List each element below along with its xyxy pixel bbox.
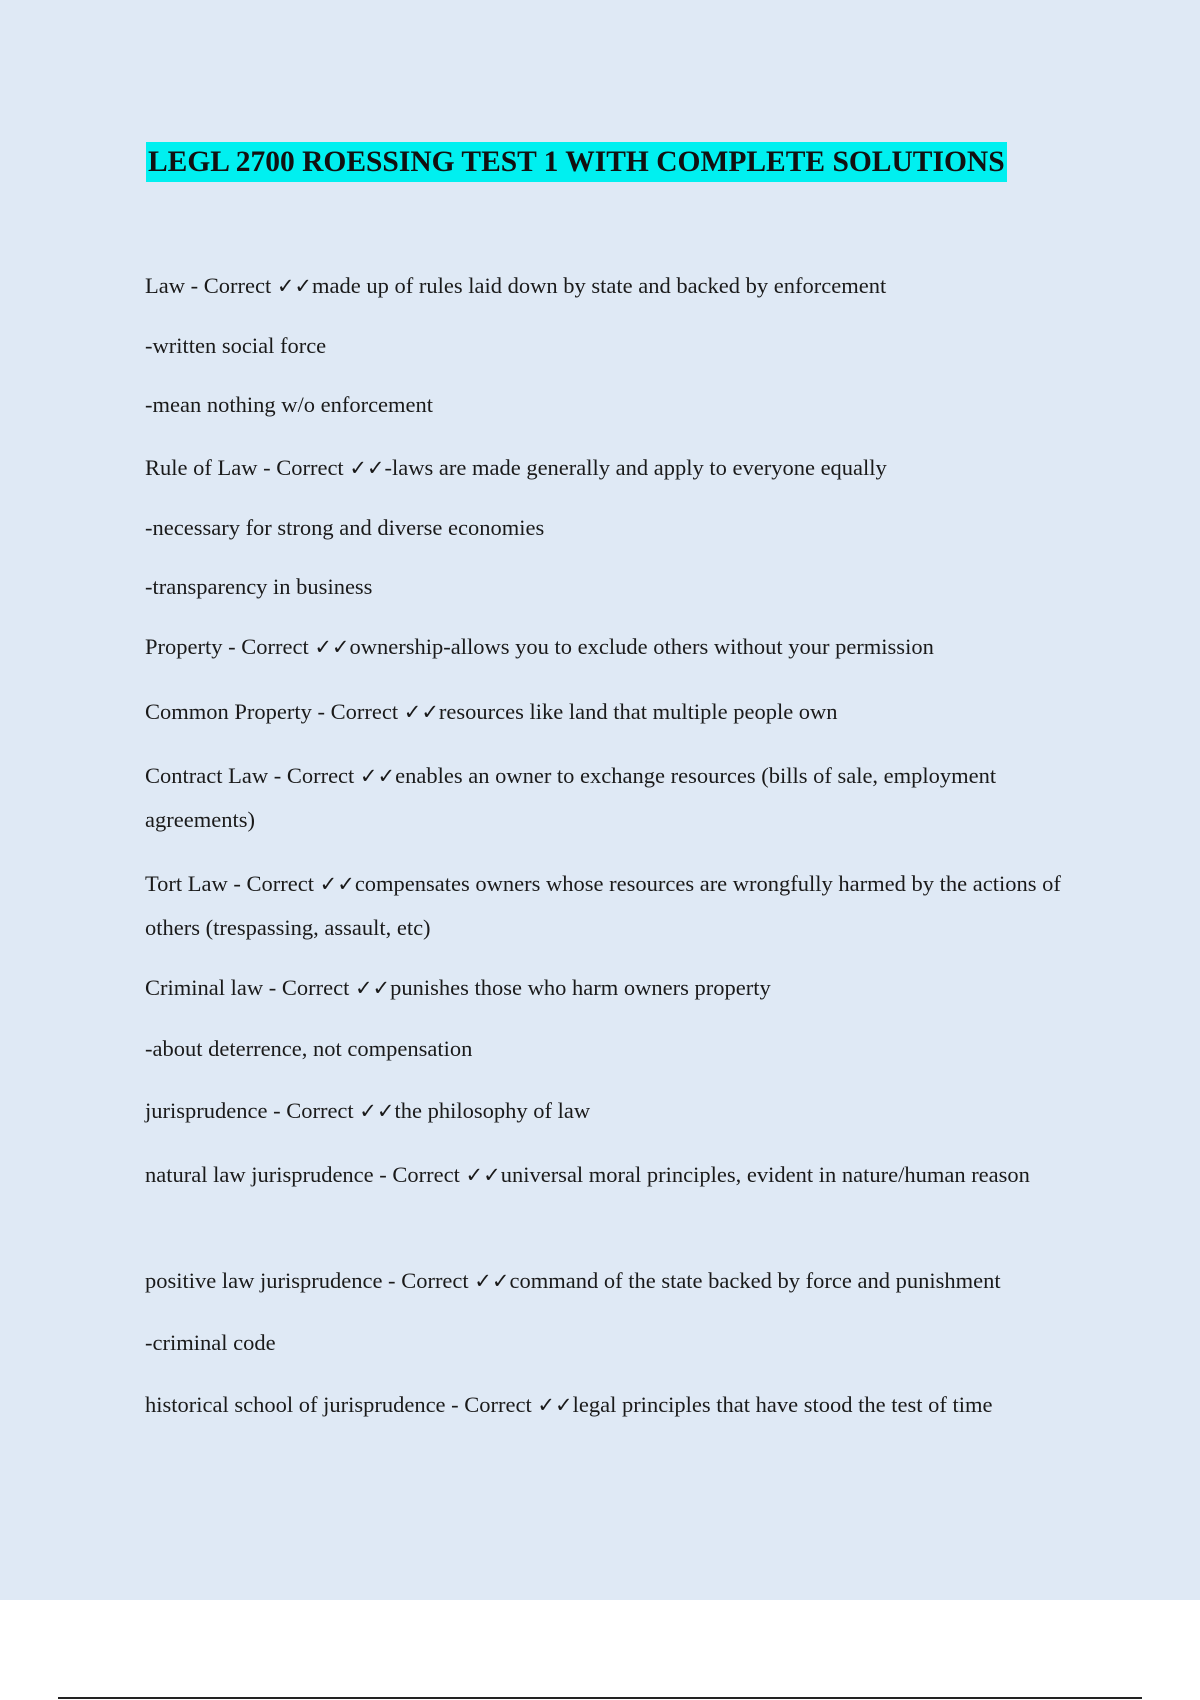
entry-term: Contract Law - [145, 763, 287, 788]
check-mark-icon: ✓✓ [359, 1099, 395, 1123]
entry-law [145, 264, 1075, 308]
entry-correct-label: Correct [276, 455, 350, 480]
check-mark-icon: ✓✓ [359, 764, 396, 788]
entry-note [145, 506, 1075, 550]
entry-answer: resources like land that multiple people own [438, 699, 838, 724]
entry-note [145, 1027, 1075, 1071]
entry-text: -written social force [145, 333, 327, 358]
entry-answer: compensates owners whose resources are wrongfully harmed by the actions of others (trespassing, assault, etc) [145, 871, 1061, 940]
entry-criminal-law [145, 966, 1075, 1010]
entry-text: -about deterrence, not compensation [145, 1036, 473, 1061]
check-mark-icon: ✓✓ [537, 1393, 573, 1417]
entry-correct-label: Correct [241, 634, 315, 659]
entry-note [145, 565, 1075, 609]
entry-correct-label: Correct [286, 763, 360, 788]
check-mark-icon: ✓✓ [465, 1163, 501, 1187]
entry-natural-law [145, 1153, 1075, 1197]
entry-historical-school [145, 1383, 1075, 1427]
page-bottom-divider [58, 1697, 1142, 1699]
entry-correct-label: Correct [246, 871, 320, 896]
entry-correct-label: Correct [464, 1392, 538, 1417]
entry-term: Tort Law - [145, 871, 247, 896]
entry-answer: universal moral principles, evident in nature/human reason [500, 1162, 1030, 1187]
entry-term: Rule of Law - [145, 455, 277, 480]
entry-term: Law - [145, 273, 204, 298]
entry-answer: punishes those who harm owners property [390, 975, 771, 1000]
entry-term: Property - [145, 634, 242, 659]
entry-answer: the philosophy of law [394, 1098, 591, 1123]
entry-correct-label: Correct [401, 1268, 475, 1293]
entry-answer: ownership-allows you to exclude others without your permission [349, 634, 934, 659]
entry-correct-label: Correct [281, 975, 355, 1000]
check-mark-icon: ✓✓ [474, 1269, 510, 1293]
entry-common-property [145, 690, 1075, 734]
entry-term: natural law jurisprudence - [145, 1162, 393, 1187]
entry-correct-label: Correct [330, 699, 404, 724]
check-mark-icon: ✓✓ [349, 456, 385, 480]
entry-answer: enables an owner to exchange resources (bills of sale, employment agreements) [145, 763, 997, 832]
entry-note [145, 324, 1075, 368]
entry-answer: made up of rules laid down by state and backed by enforcement [312, 273, 887, 298]
check-mark-icon: ✓✓ [314, 635, 350, 659]
check-mark-icon: ✓✓ [319, 872, 355, 896]
entry-property [145, 625, 1075, 669]
entry-text: -mean nothing w/o enforcement [145, 392, 434, 417]
entry-text: -necessary for strong and diverse economies [145, 515, 545, 540]
entry-term: jurisprudence - [145, 1098, 287, 1123]
check-mark-icon: ✓✓ [276, 274, 313, 298]
entry-correct-label: Correct [203, 273, 277, 298]
entry-term: Common Property - [145, 699, 331, 724]
check-mark-icon: ✓✓ [354, 976, 391, 1000]
entry-note [145, 383, 1075, 427]
entry-positive-law [145, 1259, 1075, 1303]
entry-answer: legal principles that have stood the test of time [572, 1392, 993, 1417]
entry-jurisprudence [145, 1089, 1075, 1133]
check-mark-icon: ✓✓ [403, 700, 439, 724]
entry-answer: -laws are made generally and apply to everyone equally [384, 455, 887, 480]
entry-contract-law [145, 754, 1075, 842]
entry-rule-of-law [145, 446, 1075, 490]
entry-correct-label: Correct [392, 1162, 466, 1187]
entry-term: Criminal law - [145, 975, 282, 1000]
entry-correct-label: Correct [286, 1098, 360, 1123]
entry-text: -transparency in business [145, 574, 373, 599]
entry-note [145, 1321, 1075, 1365]
entry-tort-law [145, 862, 1075, 950]
document-title: LEGL 2700 ROESSING TEST 1 WITH COMPLETE SOLUTIONS [146, 142, 1007, 182]
entry-term: positive law jurisprudence - [145, 1268, 402, 1293]
entry-answer: command of the state backed by force and punishment [509, 1268, 1001, 1293]
entry-term: historical school of jurisprudence - [145, 1392, 465, 1417]
title-container [146, 142, 1146, 182]
entry-text: -criminal code [145, 1330, 276, 1355]
